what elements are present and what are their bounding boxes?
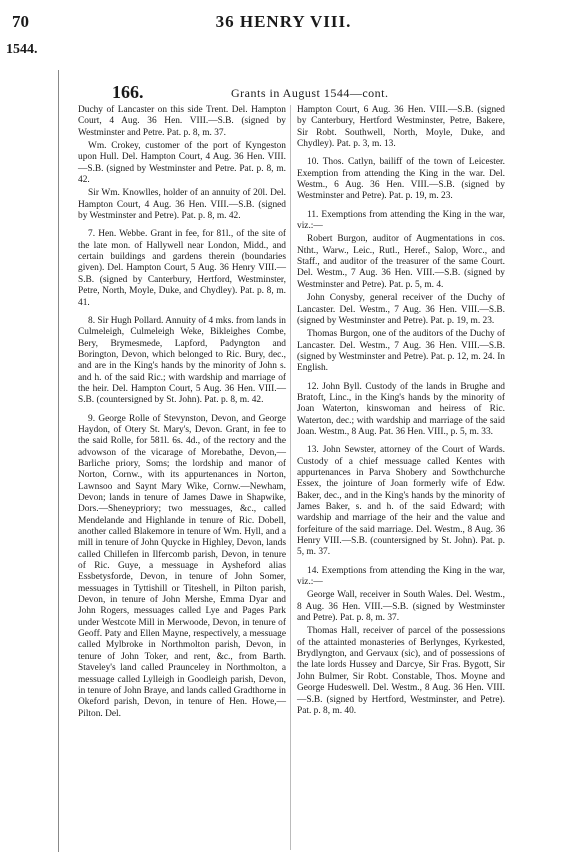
section-number: 166. <box>112 82 144 102</box>
running-title: 36 HENRY VIII. <box>215 12 352 31</box>
page-number: 70 <box>12 12 29 31</box>
column-divider <box>290 105 291 850</box>
entry-paragraph: George Wall, receiver in South Wales. Del. Westm., 8 Aug. 36 Hen. VIII.—S.B. (signed by Westminster and Petre). Pat. p. 8, m. 37. <box>297 590 505 624</box>
entry-paragraph: Thomas Burgon, one of the auditors of the Duchy of Lancaster. Del. Westm., 7 Aug. 36 Hen. VIII.—S.B. (signed by Westminster and Petre). Pat. p. 12, m. 24. In English. <box>297 329 505 374</box>
year-marginal: 1544. <box>6 42 38 57</box>
page-header <box>0 8 567 48</box>
entry-paragraph: 13. John Sewster, attorney of the Court of Wards. Custody of a chief messuage called Kentes with appurtenances in Parva Shobery and Sowthchurche Essex, the jointure of Joan formerly wife of Edw. Baker, dec., and in the King's hands by the minority of James Baker, s. and h. of the said Edward; with wardship and marriage of the heir and the value and forfeiture of the said marriage. Del. Westm., 8 Aug. 36 Henry VIII.—S.B. (countersigned by St. John). Pat. p. 5, m. 37. <box>297 445 505 558</box>
left-column <box>78 105 286 722</box>
margin-rule <box>58 70 59 852</box>
entry-paragraph: John Conysby, general receiver of the Duchy of Lancaster. Del. Westm., 7 Aug. 36 Hen. VIII.—S.B. (signed by Westminster and Petre). Pat. p. 19, m. 23. <box>297 293 505 326</box>
section-title: Grants in August 1544—cont. <box>231 86 389 100</box>
entry-paragraph: Wm. Crokey, customer of the port of Kyngeston upon Hull. Del. Hampton Court, 4 Aug. 36 Hen. VIII.—S.B. (signed by Westminster and Petre. Pat. p. 8, m. 42. <box>78 141 286 186</box>
entry-paragraph: Duchy of Lancaster on this side Trent. Del. Hampton Court, 4 Aug. 36 Hen. VIII.—S.B. (signed by Westminster and Petre. Pat. p. 8, m. 37. <box>78 105 286 138</box>
entry-paragraph: Sir Wm. Knowlles, holder of an annuity of 20l. Del. Hampton Court, 4 Aug. 36 Hen. VIII.—S.B. (signed by Westminster and Petre). Pat. p. 8, m. 42. <box>78 188 286 222</box>
entry-paragraph: Robert Burgon, auditor of Augmentations in cos. Ntht., Warw., Leic., Rutl., Heref., Salop, Worc., and Staff., and auditor of the treasurer of the same Court. Del. Westm., 7 Aug. 36 Hen. VIII.—S.B. (signed by Westminster and Petre). Pat. p. 5, m. 4. <box>297 234 505 290</box>
entry-paragraph: 7. Hen. Webbe. Grant in fee, for 81l., of the site of the late mon. of Hallywell near London, Midd., and certain buildings and gardens therein (boundaries given). Del. Hampton Court, 5 Aug. 36 Henry VIII.—S.B. (signed by Canterbury, Hertford, Westminster, Petre, North, Moyle, Duke, and Chydley). Pat. p. 8, m. 41. <box>78 229 286 308</box>
entry-paragraph: 9. George Rolle of Stevynston, Devon, and George Haydon, of Otery St. Mary's, Devon. Grant, in fee to the said Rolle, for 581l. 6s. 4d., of the rectory and the advowson of the vicarage of Morebathe, Devon,—Barliche priory, Soms; the lordship and manor of Norton, Cornw., with its appurtenances in Norton, Lawnsoo and Saynt Mary Wike, Cornw.—Newham, Devon; lands in tenure of James Dawe in Shapwike, Dors.—Sheneypriory; two messuages, &c., called Mendelande and Highlande in tenure of Ric. Dobell, another called Blakemore in tenure of Wm. Hyll, and a mill in tenure of John Quycke in Highley, Devon, lands called Chillefen in Ilfercomb parish, Devon, in tenure of Ric. Guye, a messuage in Aysheford alias Essbetysforde, Devon, in tenure of John Somer, messuages in Tyttishill or Titeshell, in Pilton parish, Devon, in tenure of John Mershe, Emma Dyar and John Rogers, messuages called Lye and Pages Park under Westcote Mill in Merwoode, Devon, in tenure of Geoff. Paty and Ellen Mayne, respectively, a messuage called Mylbroke in Northmolton parish, Devon, in tenure of John Toker, and rent, &c., from Barth. Staveley's land called Praunceley in Northmolton, a messuage called Lylleigh in Goodleigh parish, Devon, in tenure of John Braye, and lands called Gradthorne in Okeford parish, Devon, in tenure of Hen. Howe,—Pilton. Del. <box>78 413 286 719</box>
entry-paragraph: 11. Exemptions from attending the King in the war, viz.:— <box>297 209 505 232</box>
entry-paragraph: 10. Thos. Catlyn, bailiff of the town of Leicester. Exemption from attending the King in the war. Del. Westm., 6 Aug. 36 Hen. VIII.—S.B. (signed by Westminster and Petre). Pat. p. 19, m. 23. <box>297 157 505 202</box>
entry-paragraph: 8. Sir Hugh Pollard. Annuity of 4 mks. from lands in Culmeleigh, Culmeleigh Weke, Bikleighes Combe, Bery, Brymesmede, Lapford, Padyngton and Borington, Devon, which belonged to Ric. Bury, dec., and are in the King's hands by the minority of John s. and h. of the said Ric.; with wardship and marriage of the heir. Del. Hampton Court, 5 Aug. 36 Hen. VIII.—S.B. (countersigned by St. John). Pat. p. 8, m. 42. <box>78 315 286 406</box>
entry-paragraph: Thomas Hall, receiver of parcel of the possessions of the attainted monasteries of Berlynges, Kyrkested, Brydlyngton, and Gervaux (sic), and of possessions of the late lords Hussey and Darcye, Sir Fras. Bygott, Sir John Bulmer, Sir Robt. Constable, Thos. Moyne and George Hudeswell. Del. Westm., 8 Aug. 36 Hen. VIII.—S.B. (signed by Hertford, Westminster, and Petre). Pat. p. 8, m. 40. <box>297 626 505 716</box>
entry-paragraph: 14. Exemptions from attending the King in the war, viz.:— <box>297 565 505 588</box>
right-column <box>297 105 505 719</box>
entry-paragraph: 12. John Byll. Custody of the lands in Brughe and Bratoft, Linc., in the King's hands by the minority of Joan Waterton, kinswoman and heiress of Ric. Waterton, dec.; with wardship and marriage of the said Joan. Westm., 8 Aug. Pat. 36 Hen. VIII., p. 5, m. 33. <box>297 381 505 437</box>
entry-paragraph: Hampton Court, 6 Aug. 36 Hen. VIII.—S.B. (signed by Canterbury, Hertford Westminster, Petre, Bakere, Sir Robt. Southwell, North, Moyle, Duke, and Chydley). Pat. p. 3, m. 13. <box>297 105 505 150</box>
